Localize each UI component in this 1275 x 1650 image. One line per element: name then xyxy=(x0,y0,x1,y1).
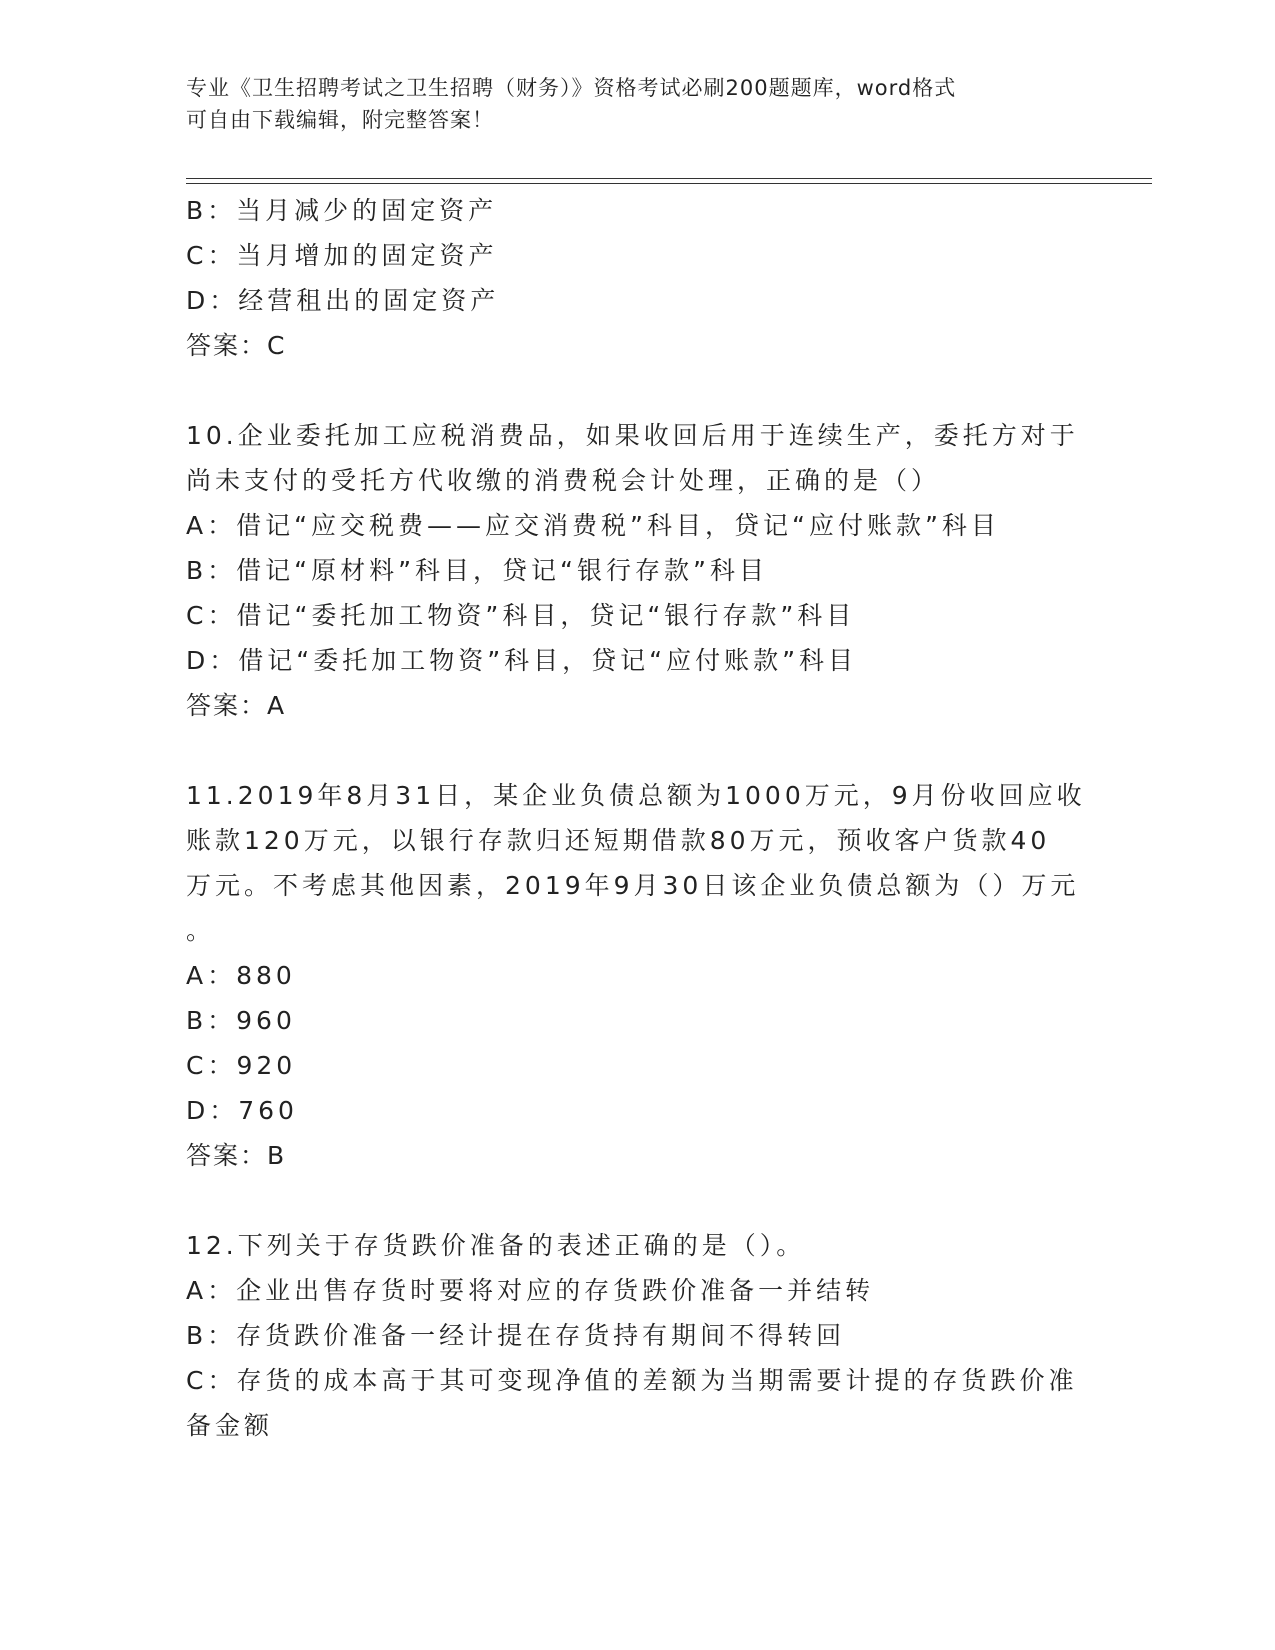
answer: 答案：B xyxy=(186,1141,287,1170)
option-a: A：880 xyxy=(186,961,296,990)
option-a: A：企业出售存货时要将对应的存货跌价准备一并结转 xyxy=(186,1276,875,1305)
question-stem: 11.2019年8月31日，某企业负债总额为1000万元，9月份收回应收 xyxy=(186,781,1086,810)
option-c: C：当月增加的固定资产 xyxy=(186,241,498,270)
option-d: D：经营租出的固定资产 xyxy=(186,286,500,315)
question-content xyxy=(186,188,1086,1448)
question-stem: 。 xyxy=(186,916,216,945)
question-11 xyxy=(186,773,1086,1178)
spacer xyxy=(186,728,1086,773)
spacer xyxy=(186,368,1086,413)
header-divider-bottom xyxy=(186,183,1152,184)
option-d: D：760 xyxy=(186,1096,298,1125)
header-line-2: 可自由下载编辑，附完整答案！ xyxy=(186,108,494,132)
question-stem: 万元。不考虑其他因素，2019年9月30日该企业负债总额为（）万元 xyxy=(186,871,1080,900)
question-stem: 10.企业委托加工应税消费品，如果收回后用于连续生产，委托方对于 xyxy=(186,421,1079,450)
answer: 答案：A xyxy=(186,691,287,720)
header-divider-top xyxy=(186,178,1152,179)
spacer xyxy=(186,1178,1086,1223)
option-c-continued: 备金额 xyxy=(186,1411,274,1440)
question-stem: 尚未支付的受托方代收缴的消费税会计处理，正确的是（） xyxy=(186,466,941,495)
question-9-continued xyxy=(186,188,1086,368)
question-stem: 12.下列关于存货跌价准备的表述正确的是（）。 xyxy=(186,1231,806,1260)
option-b: B：存货跌价准备一经计提在存货持有期间不得转回 xyxy=(186,1321,846,1350)
option-b: B：当月减少的固定资产 xyxy=(186,196,498,225)
answer: 答案：C xyxy=(186,331,287,360)
header-line-1: 专业《卫生招聘考试之卫生招聘（财务）》资格考试必刷200题题库，word格式 xyxy=(186,76,957,100)
option-a: A：借记“应交税费——应交消费税”科目，贷记“应付账款”科目 xyxy=(186,511,1000,540)
option-c: C：存货的成本高于其可变现净值的差额为当期需要计提的存货跌价准 xyxy=(186,1366,1078,1395)
option-b: B：借记“原材料”科目，贷记“银行存款”科目 xyxy=(186,556,768,585)
option-d: D：借记“委托加工物资”科目，贷记“应付账款”科目 xyxy=(186,646,858,675)
document-header xyxy=(186,72,1066,136)
question-12 xyxy=(186,1223,1086,1448)
question-10 xyxy=(186,413,1086,728)
option-b: B：960 xyxy=(186,1006,296,1035)
question-stem: 账款120万元，以银行存款归还短期借款80万元，预收客户货款40 xyxy=(186,826,1051,855)
option-c: C：920 xyxy=(186,1051,297,1080)
option-c: C：借记“委托加工物资”科目，贷记“银行存款”科目 xyxy=(186,601,856,630)
